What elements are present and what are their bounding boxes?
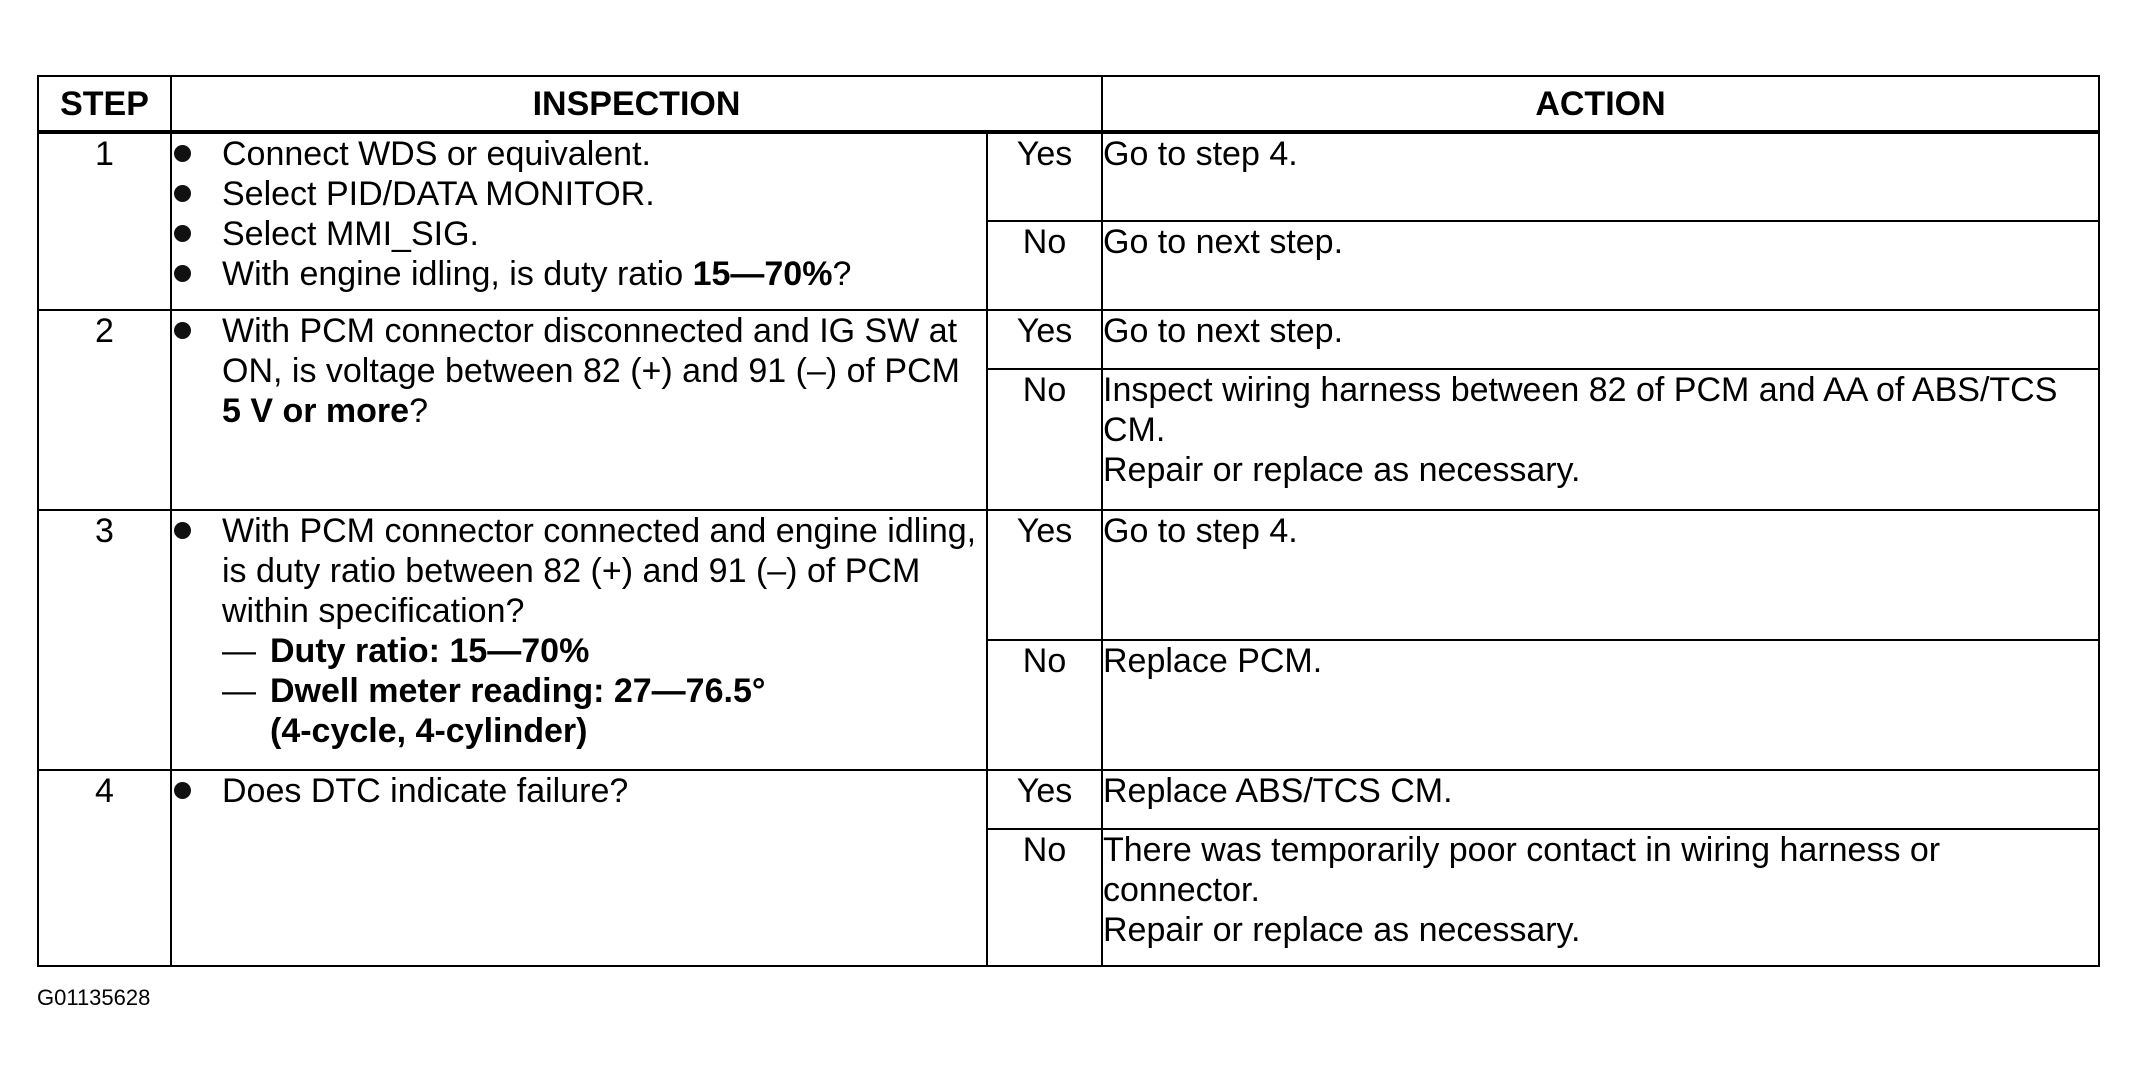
header-row (38, 76, 2099, 132)
bullet-text: Select MMI_SIG. (222, 215, 479, 253)
figure-id-label: G01135628 (37, 985, 151, 1010)
step-4-yes-row (38, 770, 2099, 829)
spec-value: 15—70% (692, 255, 833, 293)
header-inspection: INSPECTION (171, 76, 1102, 132)
action-line: There was temporarily poor contact in wiring harness or connector. (1103, 831, 1941, 909)
bullet-item (172, 254, 986, 294)
step-number: 2 (38, 310, 171, 510)
yes-action (1102, 310, 2099, 369)
inspection-bullet-list (172, 311, 986, 431)
bullet-item (172, 771, 986, 811)
bullet-icon (174, 782, 191, 799)
no-action (1102, 369, 2099, 510)
bullet-text-end: ? (832, 255, 852, 293)
no-action (1102, 640, 2099, 770)
action-line: Go to step 4. (1103, 135, 1298, 173)
bullet-item (172, 311, 986, 431)
no-label: No (987, 221, 1102, 310)
bullet-icon (174, 225, 191, 242)
step-2-yes-row (38, 310, 2099, 369)
yes-label: Yes (987, 132, 1102, 221)
inspection-cell (171, 132, 987, 310)
spec-text: Duty ratio: 15—70% (270, 632, 590, 670)
inspection-bullet-list (172, 771, 986, 811)
inspection-cell (171, 310, 987, 510)
bullet-text: Connect WDS or equivalent. (222, 135, 651, 173)
action-line: Go to next step. (1103, 312, 1344, 350)
action-line: Replace ABS/TCS CM. (1103, 772, 1453, 810)
bullet-text: With engine idling, is duty ratio (222, 255, 693, 293)
step-3-yes-row (38, 510, 2099, 640)
header-action: ACTION (1102, 76, 2099, 132)
no-label: No (987, 829, 1102, 966)
spec-continuation: (4-cycle, 4-cylinder) (270, 712, 588, 750)
bullet-text: With PCM connector connected and engine idling, is duty ratio between 82 (+) and 91 (–) of PCM within specification? (222, 512, 977, 630)
yes-label: Yes (987, 770, 1102, 829)
yes-label: Yes (987, 310, 1102, 369)
dash-icon: — (222, 672, 256, 710)
bullet-text: Does DTC indicate failure? (222, 772, 629, 810)
spec-item (222, 631, 986, 671)
bullet-text: With PCM connector disconnected and IG SW at ON, is voltage between 82 (+) and 91 (–) of PCM (222, 312, 960, 390)
action-line: Go to next step. (1103, 223, 1344, 261)
bullet-icon (174, 522, 191, 539)
diagnostic-table (37, 75, 2100, 967)
yes-action (1102, 770, 2099, 829)
bullet-text: Select PID/DATA MONITOR. (222, 175, 655, 213)
bullet-icon (174, 322, 191, 339)
spec-text: Dwell meter reading: 27—76.5° (270, 672, 766, 710)
inspection-bullet-list (172, 134, 986, 294)
yes-action (1102, 132, 2099, 221)
no-label: No (987, 640, 1102, 770)
yes-action (1102, 510, 2099, 640)
bullet-text-end: ? (409, 392, 428, 430)
step-number: 3 (38, 510, 171, 770)
spec-item (222, 671, 986, 711)
inspection-bullet-list (172, 511, 986, 631)
action-line: Go to step 4. (1103, 512, 1298, 550)
no-action (1102, 829, 2099, 966)
bullet-icon (174, 185, 191, 202)
spec-value: 5 V or more (222, 392, 410, 430)
bullet-item (172, 174, 986, 214)
action-line: Repair or replace as necessary. (1103, 911, 1581, 949)
no-action (1102, 221, 2099, 310)
inspection-cell (171, 510, 987, 770)
step-number: 1 (38, 132, 171, 310)
step-1-yes-row (38, 132, 2099, 221)
bullet-item (172, 134, 986, 174)
header-step: STEP (38, 76, 171, 132)
bullet-icon (174, 265, 191, 282)
action-line: Repair or replace as necessary. (1103, 451, 1581, 489)
action-line: Inspect wiring harness between 82 of PCM and AA of ABS/TCS CM. (1103, 371, 2058, 449)
yes-label: Yes (987, 510, 1102, 640)
spec-list (172, 631, 986, 711)
dash-icon: — (222, 632, 256, 670)
bullet-item (172, 511, 986, 631)
no-label: No (987, 369, 1102, 510)
step-number: 4 (38, 770, 171, 966)
bullet-item (172, 214, 986, 254)
bullet-icon (174, 145, 191, 162)
inspection-cell (171, 770, 987, 966)
action-line: Replace PCM. (1103, 642, 1323, 680)
